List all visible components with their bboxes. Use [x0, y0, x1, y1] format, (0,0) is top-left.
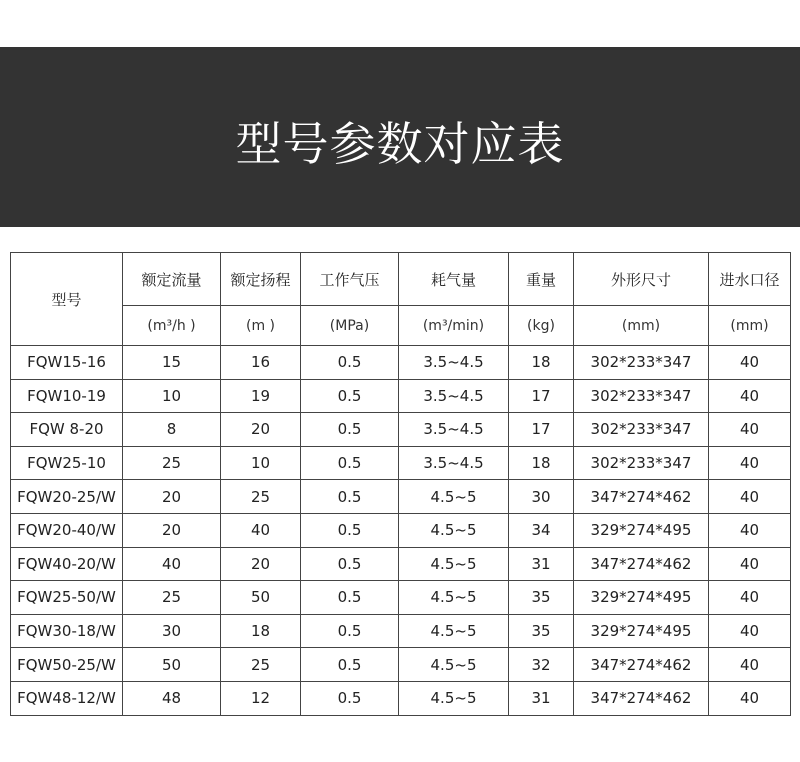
cell-dimensions: 347*274*462 — [574, 681, 709, 715]
cell-pressure: 0.5 — [301, 480, 399, 514]
cell-air-consumption: 3.5~4.5 — [399, 379, 509, 413]
cell-head: 10 — [221, 446, 301, 480]
cell-dimensions: 329*274*495 — [574, 581, 709, 615]
cell-air-consumption: 4.5~5 — [399, 547, 509, 581]
header-head: 额定扬程 — [221, 253, 301, 306]
unit-dimensions: (mm) — [574, 306, 709, 346]
cell-pressure: 0.5 — [301, 547, 399, 581]
unit-weight: (kg) — [509, 306, 574, 346]
cell-pressure: 0.5 — [301, 446, 399, 480]
cell-inlet: 40 — [709, 379, 791, 413]
header-flow: 额定流量 — [123, 253, 221, 306]
cell-air-consumption: 4.5~5 — [399, 614, 509, 648]
cell-model: FQW20-25/W — [11, 480, 123, 514]
cell-model: FQW 8-20 — [11, 413, 123, 447]
cell-weight: 34 — [509, 513, 574, 547]
table-row — [11, 547, 791, 581]
cell-flow: 40 — [123, 547, 221, 581]
cell-weight: 35 — [509, 581, 574, 615]
header-weight: 重量 — [509, 253, 574, 306]
cell-inlet: 40 — [709, 446, 791, 480]
cell-weight: 31 — [509, 681, 574, 715]
header-inlet: 进水口径 — [709, 253, 791, 306]
cell-dimensions: 347*274*462 — [574, 480, 709, 514]
table-row — [11, 681, 791, 715]
unit-pressure: (MPa) — [301, 306, 399, 346]
cell-dimensions: 329*274*495 — [574, 513, 709, 547]
cell-flow: 20 — [123, 480, 221, 514]
cell-pressure: 0.5 — [301, 648, 399, 682]
cell-flow: 25 — [123, 446, 221, 480]
header-dimensions: 外形尺寸 — [574, 253, 709, 306]
cell-air-consumption: 3.5~4.5 — [399, 346, 509, 380]
table-row — [11, 480, 791, 514]
cell-dimensions: 347*274*462 — [574, 648, 709, 682]
cell-head: 12 — [221, 681, 301, 715]
cell-flow: 20 — [123, 513, 221, 547]
cell-weight: 35 — [509, 614, 574, 648]
cell-pressure: 0.5 — [301, 379, 399, 413]
cell-head: 20 — [221, 413, 301, 447]
cell-dimensions: 302*233*347 — [574, 413, 709, 447]
cell-flow: 30 — [123, 614, 221, 648]
cell-flow: 8 — [123, 413, 221, 447]
table-row — [11, 513, 791, 547]
cell-inlet: 40 — [709, 614, 791, 648]
cell-dimensions: 302*233*347 — [574, 379, 709, 413]
cell-air-consumption: 4.5~5 — [399, 681, 509, 715]
unit-head: (m ) — [221, 306, 301, 346]
cell-weight: 17 — [509, 379, 574, 413]
cell-head: 18 — [221, 614, 301, 648]
unit-inlet: (mm) — [709, 306, 791, 346]
header-row — [11, 253, 791, 306]
cell-air-consumption: 4.5~5 — [399, 480, 509, 514]
cell-inlet: 40 — [709, 648, 791, 682]
cell-air-consumption: 4.5~5 — [399, 648, 509, 682]
cell-air-consumption: 3.5~4.5 — [399, 413, 509, 447]
cell-head: 25 — [221, 648, 301, 682]
cell-model: FQW25-50/W — [11, 581, 123, 615]
cell-pressure: 0.5 — [301, 681, 399, 715]
cell-model: FQW48-12/W — [11, 681, 123, 715]
cell-model: FQW40-20/W — [11, 547, 123, 581]
table-row — [11, 614, 791, 648]
cell-pressure: 0.5 — [301, 581, 399, 615]
cell-flow: 50 — [123, 648, 221, 682]
cell-model: FQW10-19 — [11, 379, 123, 413]
cell-pressure: 0.5 — [301, 413, 399, 447]
cell-head: 25 — [221, 480, 301, 514]
table-row — [11, 413, 791, 447]
cell-weight: 30 — [509, 480, 574, 514]
cell-model: FQW30-18/W — [11, 614, 123, 648]
header-model: 型号 — [11, 253, 123, 346]
cell-flow: 15 — [123, 346, 221, 380]
cell-inlet: 40 — [709, 413, 791, 447]
cell-flow: 10 — [123, 379, 221, 413]
unit-air-consumption: (m³/min) — [399, 306, 509, 346]
table-row — [11, 346, 791, 380]
table-row — [11, 446, 791, 480]
cell-dimensions: 302*233*347 — [574, 446, 709, 480]
cell-weight: 17 — [509, 413, 574, 447]
cell-pressure: 0.5 — [301, 614, 399, 648]
cell-dimensions: 329*274*495 — [574, 614, 709, 648]
table-row — [11, 648, 791, 682]
spec-table — [10, 252, 791, 716]
cell-weight: 32 — [509, 648, 574, 682]
cell-head: 50 — [221, 581, 301, 615]
cell-weight: 31 — [509, 547, 574, 581]
cell-pressure: 0.5 — [301, 346, 399, 380]
cell-model: FQW50-25/W — [11, 648, 123, 682]
cell-inlet: 40 — [709, 681, 791, 715]
unit-flow: (m³/h ) — [123, 306, 221, 346]
cell-weight: 18 — [509, 346, 574, 380]
title-banner — [0, 47, 800, 227]
cell-flow: 25 — [123, 581, 221, 615]
cell-weight: 18 — [509, 446, 574, 480]
cell-dimensions: 302*233*347 — [574, 346, 709, 380]
cell-head: 16 — [221, 346, 301, 380]
cell-inlet: 40 — [709, 346, 791, 380]
cell-model: FQW25-10 — [11, 446, 123, 480]
cell-head: 40 — [221, 513, 301, 547]
cell-dimensions: 347*274*462 — [574, 547, 709, 581]
table-row — [11, 581, 791, 615]
cell-air-consumption: 4.5~5 — [399, 513, 509, 547]
page-title: 型号参数对应表 — [235, 117, 565, 171]
cell-model: FQW15-16 — [11, 346, 123, 380]
cell-inlet: 40 — [709, 480, 791, 514]
header-air-consumption: 耗气量 — [399, 253, 509, 306]
cell-pressure: 0.5 — [301, 513, 399, 547]
cell-air-consumption: 4.5~5 — [399, 581, 509, 615]
cell-head: 20 — [221, 547, 301, 581]
cell-inlet: 40 — [709, 547, 791, 581]
cell-air-consumption: 3.5~4.5 — [399, 446, 509, 480]
header-pressure: 工作气压 — [301, 253, 399, 306]
cell-head: 19 — [221, 379, 301, 413]
table-row — [11, 379, 791, 413]
unit-row — [11, 306, 791, 346]
cell-inlet: 40 — [709, 513, 791, 547]
cell-model: FQW20-40/W — [11, 513, 123, 547]
cell-flow: 48 — [123, 681, 221, 715]
cell-inlet: 40 — [709, 581, 791, 615]
